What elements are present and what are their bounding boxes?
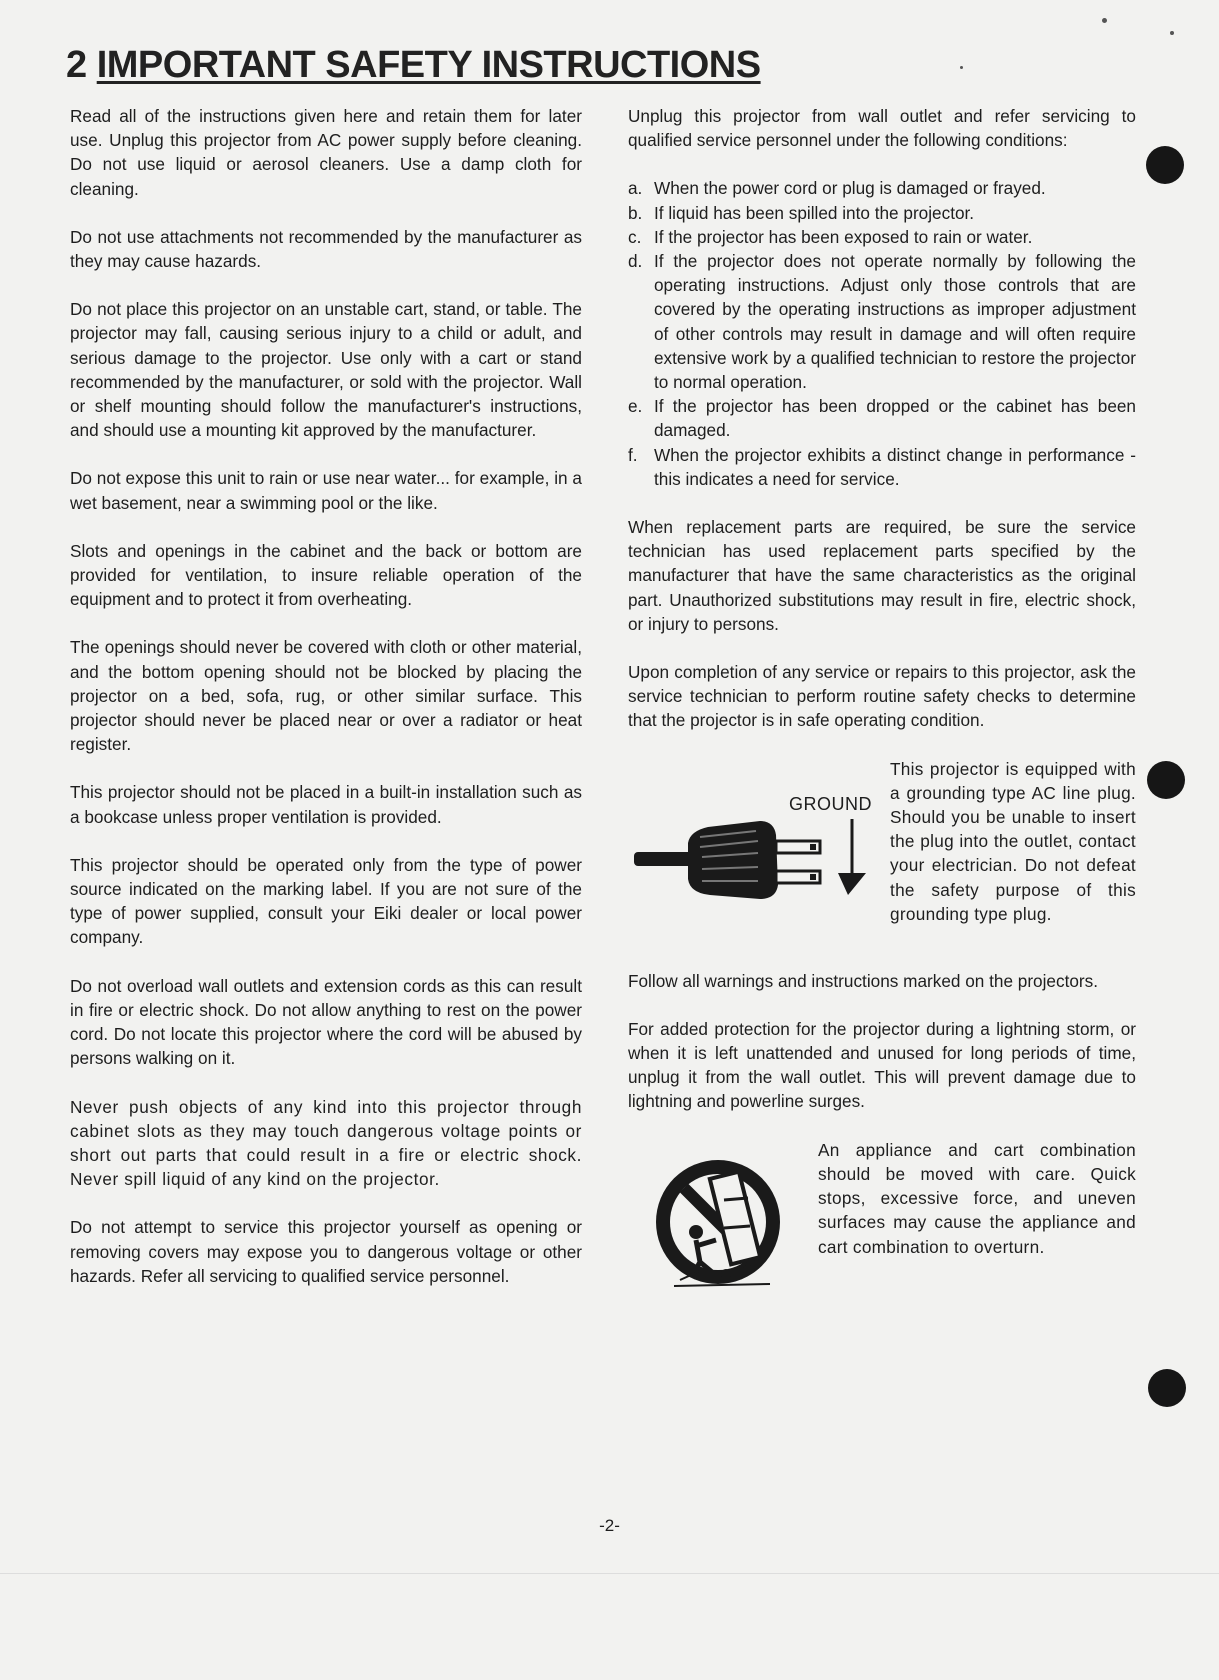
list-text: If liquid has been spilled into the projector. bbox=[654, 202, 975, 223]
left-column bbox=[70, 104, 582, 1312]
right-column bbox=[628, 104, 1136, 1335]
list-item bbox=[628, 443, 1136, 491]
paragraph-built-in: This projector should not be placed in a built-in installation such as a bookcase unless proper ventilation is provided. bbox=[70, 782, 582, 827]
list-item bbox=[628, 201, 1136, 225]
paragraph-cart-warning: An appliance and cart combination should be moved with care. Quick stops, excessive force, and uneven surfaces may cause the appliance and cart combination to overturn. bbox=[818, 1139, 1136, 1257]
binder-hole bbox=[1147, 761, 1185, 799]
paragraph-power-source: This projector should be operated only from the type of power source indicated on the marking label. If you are not sure of the type of power supplied, consult your Eiki dealer or local power company. bbox=[70, 854, 582, 948]
grounding-plug-icon bbox=[628, 757, 890, 947]
paragraph-openings: The openings should never be covered with cloth or other material, and the bottom opening should not be blocked by placing the projector on a bed, sofa, rug, or other similar surface. This projector should never be placed near or over a radiator or heat register. bbox=[70, 637, 582, 755]
paragraph-lightning: For added protection for the projector during a lightning storm, or when it is left unattended and unused for long periods of time, unplug it from the wall outlet. This will prevent damage due to lightning and powerline surges. bbox=[628, 1018, 1136, 1112]
list-text: If the projector does not operate normally by following the operating instructions. Adjust only those controls that are covered by the operating instructions as improper adjustment of other controls may result in damage and will often require extensive work by a qualified technician to restore the projector to normal operation. bbox=[654, 251, 1136, 393]
paragraph-overload: Do not overload wall outlets and extension cords as this can result in fire or electric shock. Do not allow anything to rest on the power cord. Do not locate this projector where the cord will be abused by persons walking on it. bbox=[70, 975, 582, 1069]
binder-hole bbox=[1146, 146, 1184, 184]
list-marker: f. bbox=[628, 444, 638, 465]
paragraph-attachments: Do not use attachments not recommended by the manufacturer as they may cause hazards. bbox=[70, 226, 582, 272]
scan-speck bbox=[1170, 31, 1174, 35]
paragraph-unplug-conditions: Unplug this projector from wall outlet and refer servicing to qualified service personnel under the following conditions: bbox=[628, 106, 1136, 151]
paragraph-unstable-cart: Do not place this projector on an unstable cart, stand, or table. The projector may fall, causing serious injury to a child or adult, and serious damage to the projector. Use only with a cart or stand recommended by the manufacturer, or sold with the projector. Wall or shelf mounting should follow the manufacturer's instructions, and should use a mounting kit approved by the manufacturer. bbox=[70, 299, 582, 441]
page-title bbox=[66, 44, 761, 87]
cart-warning-icon bbox=[640, 1138, 810, 1313]
grounding-section bbox=[628, 757, 1136, 947]
section-title: IMPORTANT SAFETY INSTRUCTIONS bbox=[96, 44, 761, 86]
list-text: When the projector exhibits a distinct change in performance - this indicates a need for service. bbox=[654, 444, 1136, 489]
paragraph-water: Do not expose this unit to rain or use near water... for example, in a wet basement, near a swimming pool or the like. bbox=[70, 468, 582, 513]
scan-edge bbox=[0, 1573, 1219, 1574]
paragraph-follow-warnings: Follow all warnings and instructions marked on the projectors. bbox=[628, 970, 1099, 991]
list-item bbox=[628, 225, 1136, 249]
list-text: When the power cord or plug is damaged or frayed. bbox=[654, 178, 1046, 199]
paragraph-grounding-plug: This projector is equipped with a grounding type AC line plug. Should you be unable to insert the plug into the outlet, contact your electrician. Do not defeat the safety purpose of this grounding type plug. bbox=[890, 758, 1136, 924]
list-marker: b. bbox=[628, 202, 643, 223]
scan-speck bbox=[1102, 18, 1107, 23]
list-marker: c. bbox=[628, 226, 642, 247]
list-marker: d. bbox=[628, 251, 643, 272]
binder-hole bbox=[1148, 1369, 1186, 1407]
ground-label: GROUND bbox=[789, 793, 872, 814]
list-text: If the projector has been dropped or the cabinet has been damaged. bbox=[654, 396, 1136, 441]
list-item bbox=[628, 394, 1136, 442]
list-item bbox=[628, 176, 1136, 200]
paragraph-retain-instructions: Read all of the instructions given here and retain them for later use. Unplug this projector from AC power supply before cleaning. Do not use liquid or aerosol cleaners. Use a damp cloth for cleaning. bbox=[70, 106, 582, 199]
scan-speck bbox=[960, 66, 963, 69]
paragraph-safety-checks: Upon completion of any service or repairs to this projector, ask the service technician to perform routine safety checks to determine that the projector is in safe operating condition. bbox=[628, 662, 1136, 731]
section-number: 2 bbox=[66, 44, 87, 86]
list-text: If the projector has been exposed to rain or water. bbox=[654, 226, 1033, 247]
grounding-plug-figure bbox=[628, 757, 890, 947]
page-number: -2- bbox=[599, 1516, 620, 1535]
paragraph-objects: Never push objects of any kind into this projector through cabinet slots as they may touch dangerous voltage points or short out parts that could result in a fire or electric shock. Never spill liquid of any kind on the projector. bbox=[70, 1096, 582, 1190]
list-item bbox=[628, 249, 1136, 394]
cart-section bbox=[628, 1138, 1136, 1313]
paragraph-ventilation-slots: Slots and openings in the cabinet and the back or bottom are provided for ventilation, to insure reliable operation of the equipment and to protect it from overheating. bbox=[70, 540, 582, 610]
list-marker: a. bbox=[628, 178, 643, 199]
paragraph-replacement-parts: When replacement parts are required, be sure the service technician has used replacement parts specified by the manufacturer that have the same characteristics as the original part. Unauthorized substitutions may result in fire, electric shock, or injury to persons. bbox=[628, 517, 1136, 634]
conditions-list bbox=[628, 176, 1136, 491]
paragraph-service: Do not attempt to service this projector yourself as opening or removing covers may expose you to dangerous voltage or other hazards. Refer all servicing to qualified service personnel. bbox=[70, 1217, 582, 1286]
list-marker: e. bbox=[628, 396, 643, 417]
